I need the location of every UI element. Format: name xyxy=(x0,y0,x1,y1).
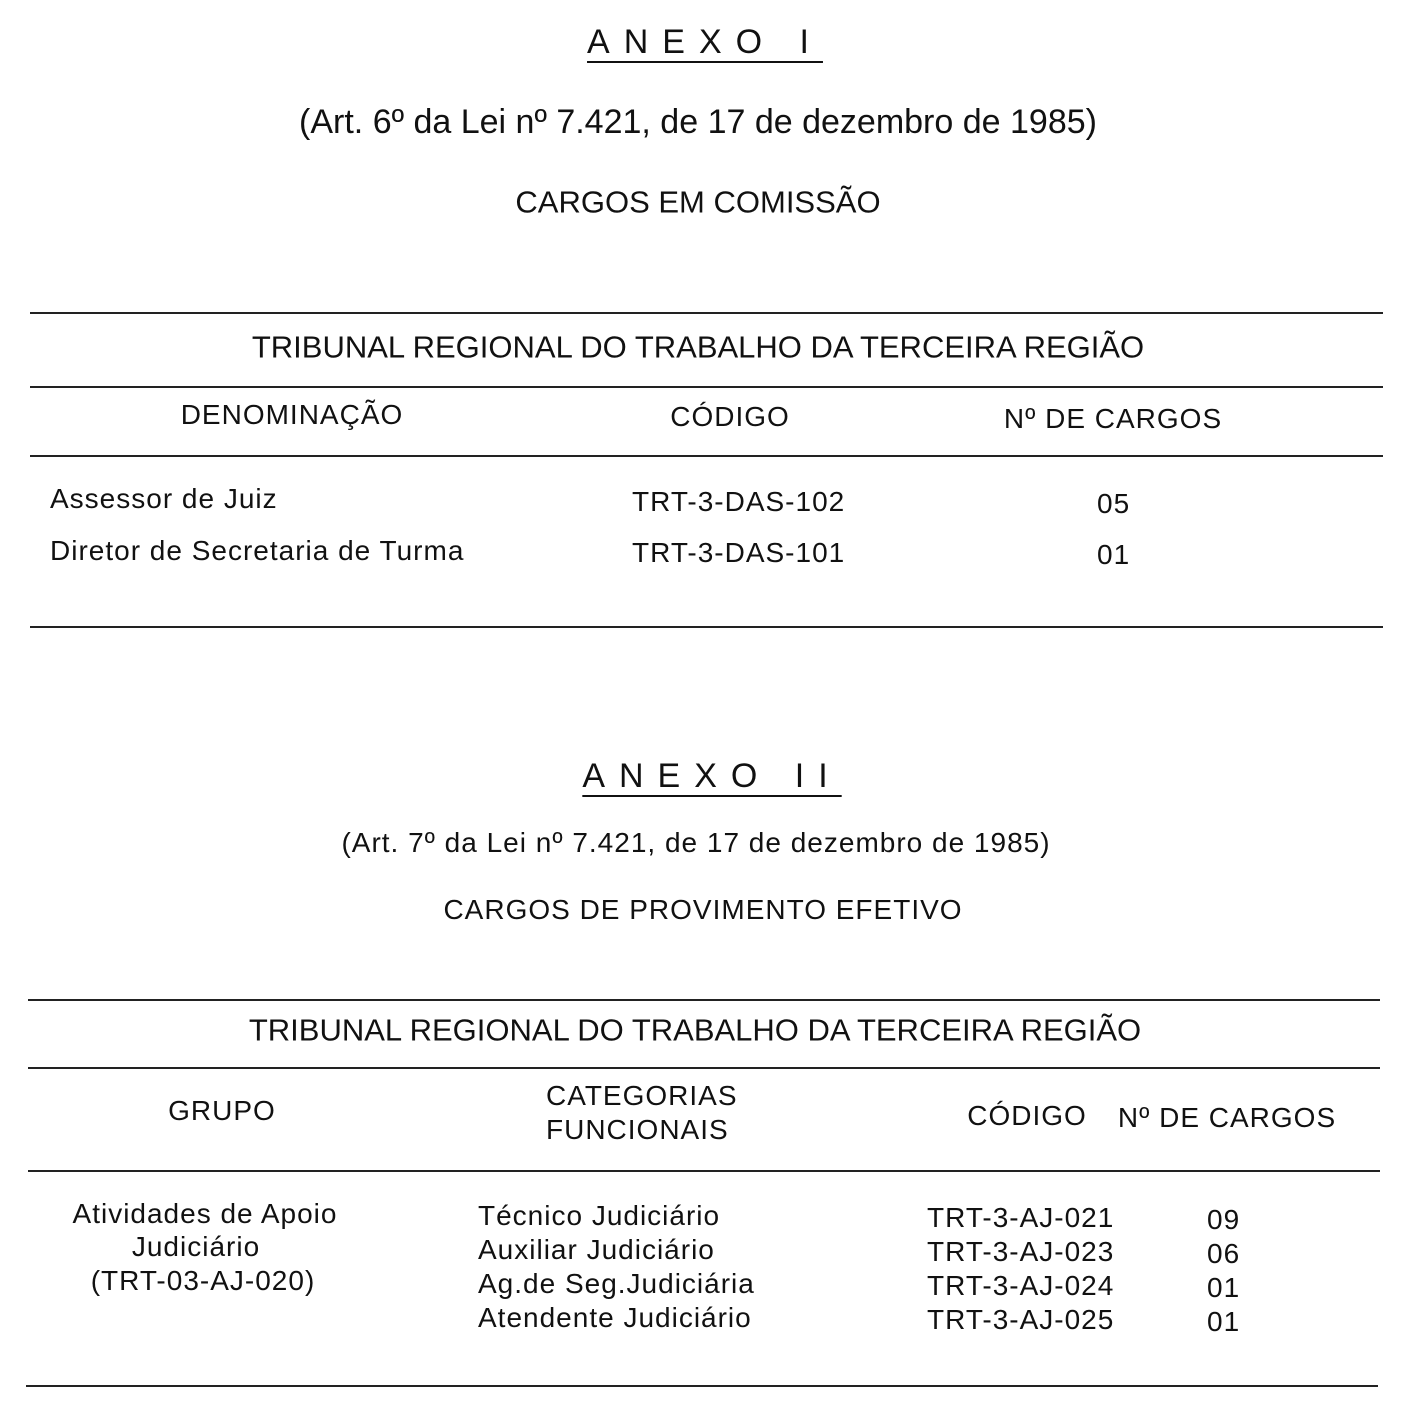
annex1-table-caption: TRIBUNAL REGIONAL DO TRABALHO DA TERCEIRA REGIÃO xyxy=(251,329,1145,365)
column-header: FUNCIONAIS xyxy=(546,1114,729,1145)
table-cell: TRT-3-DAS-101 xyxy=(632,537,846,568)
divider xyxy=(26,1385,1378,1387)
annex1-title: ANEXO I xyxy=(587,23,823,61)
table-cell: 01 xyxy=(1207,1306,1241,1337)
table-cell: Diretor de Secretaria de Turma xyxy=(50,535,465,566)
column-header: CÓDIGO xyxy=(670,401,790,432)
table-cell: TRT-3-DAS-102 xyxy=(632,486,846,517)
table-cell: Assessor de Juiz xyxy=(50,483,278,514)
column-header: CATEGORIAS xyxy=(546,1080,738,1111)
column-header: CÓDIGO xyxy=(967,1100,1087,1131)
table-cell: 09 xyxy=(1207,1204,1241,1235)
table-cell: Técnico Judiciário xyxy=(478,1200,721,1231)
annex2-heading: CARGOS DE PROVIMENTO EFETIVO xyxy=(443,894,963,925)
annex2-table-caption: TRIBUNAL REGIONAL DO TRABALHO DA TERCEIRA REGIÃO xyxy=(248,1012,1142,1048)
divider xyxy=(28,1067,1380,1069)
group-name: Judiciário xyxy=(131,1231,261,1262)
divider xyxy=(30,312,1383,314)
divider xyxy=(28,1170,1380,1172)
table-cell: Ag.de Seg.Judiciária xyxy=(478,1268,755,1299)
annex2-reference: (Art. 7º da Lei nº 7.421, de 17 de dezembro de 1985) xyxy=(341,827,1051,858)
column-header: DENOMINAÇÃO xyxy=(180,399,404,430)
column-header: Nº DE CARGOS xyxy=(1117,1102,1337,1133)
column-header: Nº DE CARGOS xyxy=(1003,403,1223,434)
table-cell: TRT-3-AJ-023 xyxy=(927,1236,1115,1267)
table-cell: TRT-3-AJ-024 xyxy=(927,1270,1115,1301)
divider xyxy=(28,999,1380,1001)
table-cell: TRT-3-AJ-021 xyxy=(927,1202,1115,1233)
table-cell: 01 xyxy=(1097,539,1131,570)
annex1-reference: (Art. 6º da Lei nº 7.421, de 17 de dezembro de 1985) xyxy=(299,103,1097,141)
table-cell: 06 xyxy=(1207,1238,1241,1269)
table-cell: 05 xyxy=(1097,488,1131,519)
divider xyxy=(30,626,1383,628)
divider xyxy=(30,455,1383,457)
annex2-title: ANEXO II xyxy=(582,757,842,795)
table-cell: TRT-3-AJ-025 xyxy=(927,1304,1115,1335)
annex1-heading: CARGOS EM COMISSÃO xyxy=(515,184,881,220)
table-cell: Auxiliar Judiciário xyxy=(478,1234,715,1265)
divider xyxy=(30,386,1383,388)
column-header: GRUPO xyxy=(168,1095,276,1126)
table-cell: 01 xyxy=(1207,1272,1241,1303)
group-code: (TRT-03-AJ-020) xyxy=(90,1265,316,1296)
group-name: Atividades de Apoio xyxy=(72,1198,338,1229)
table-cell: Atendente Judiciário xyxy=(478,1302,752,1333)
